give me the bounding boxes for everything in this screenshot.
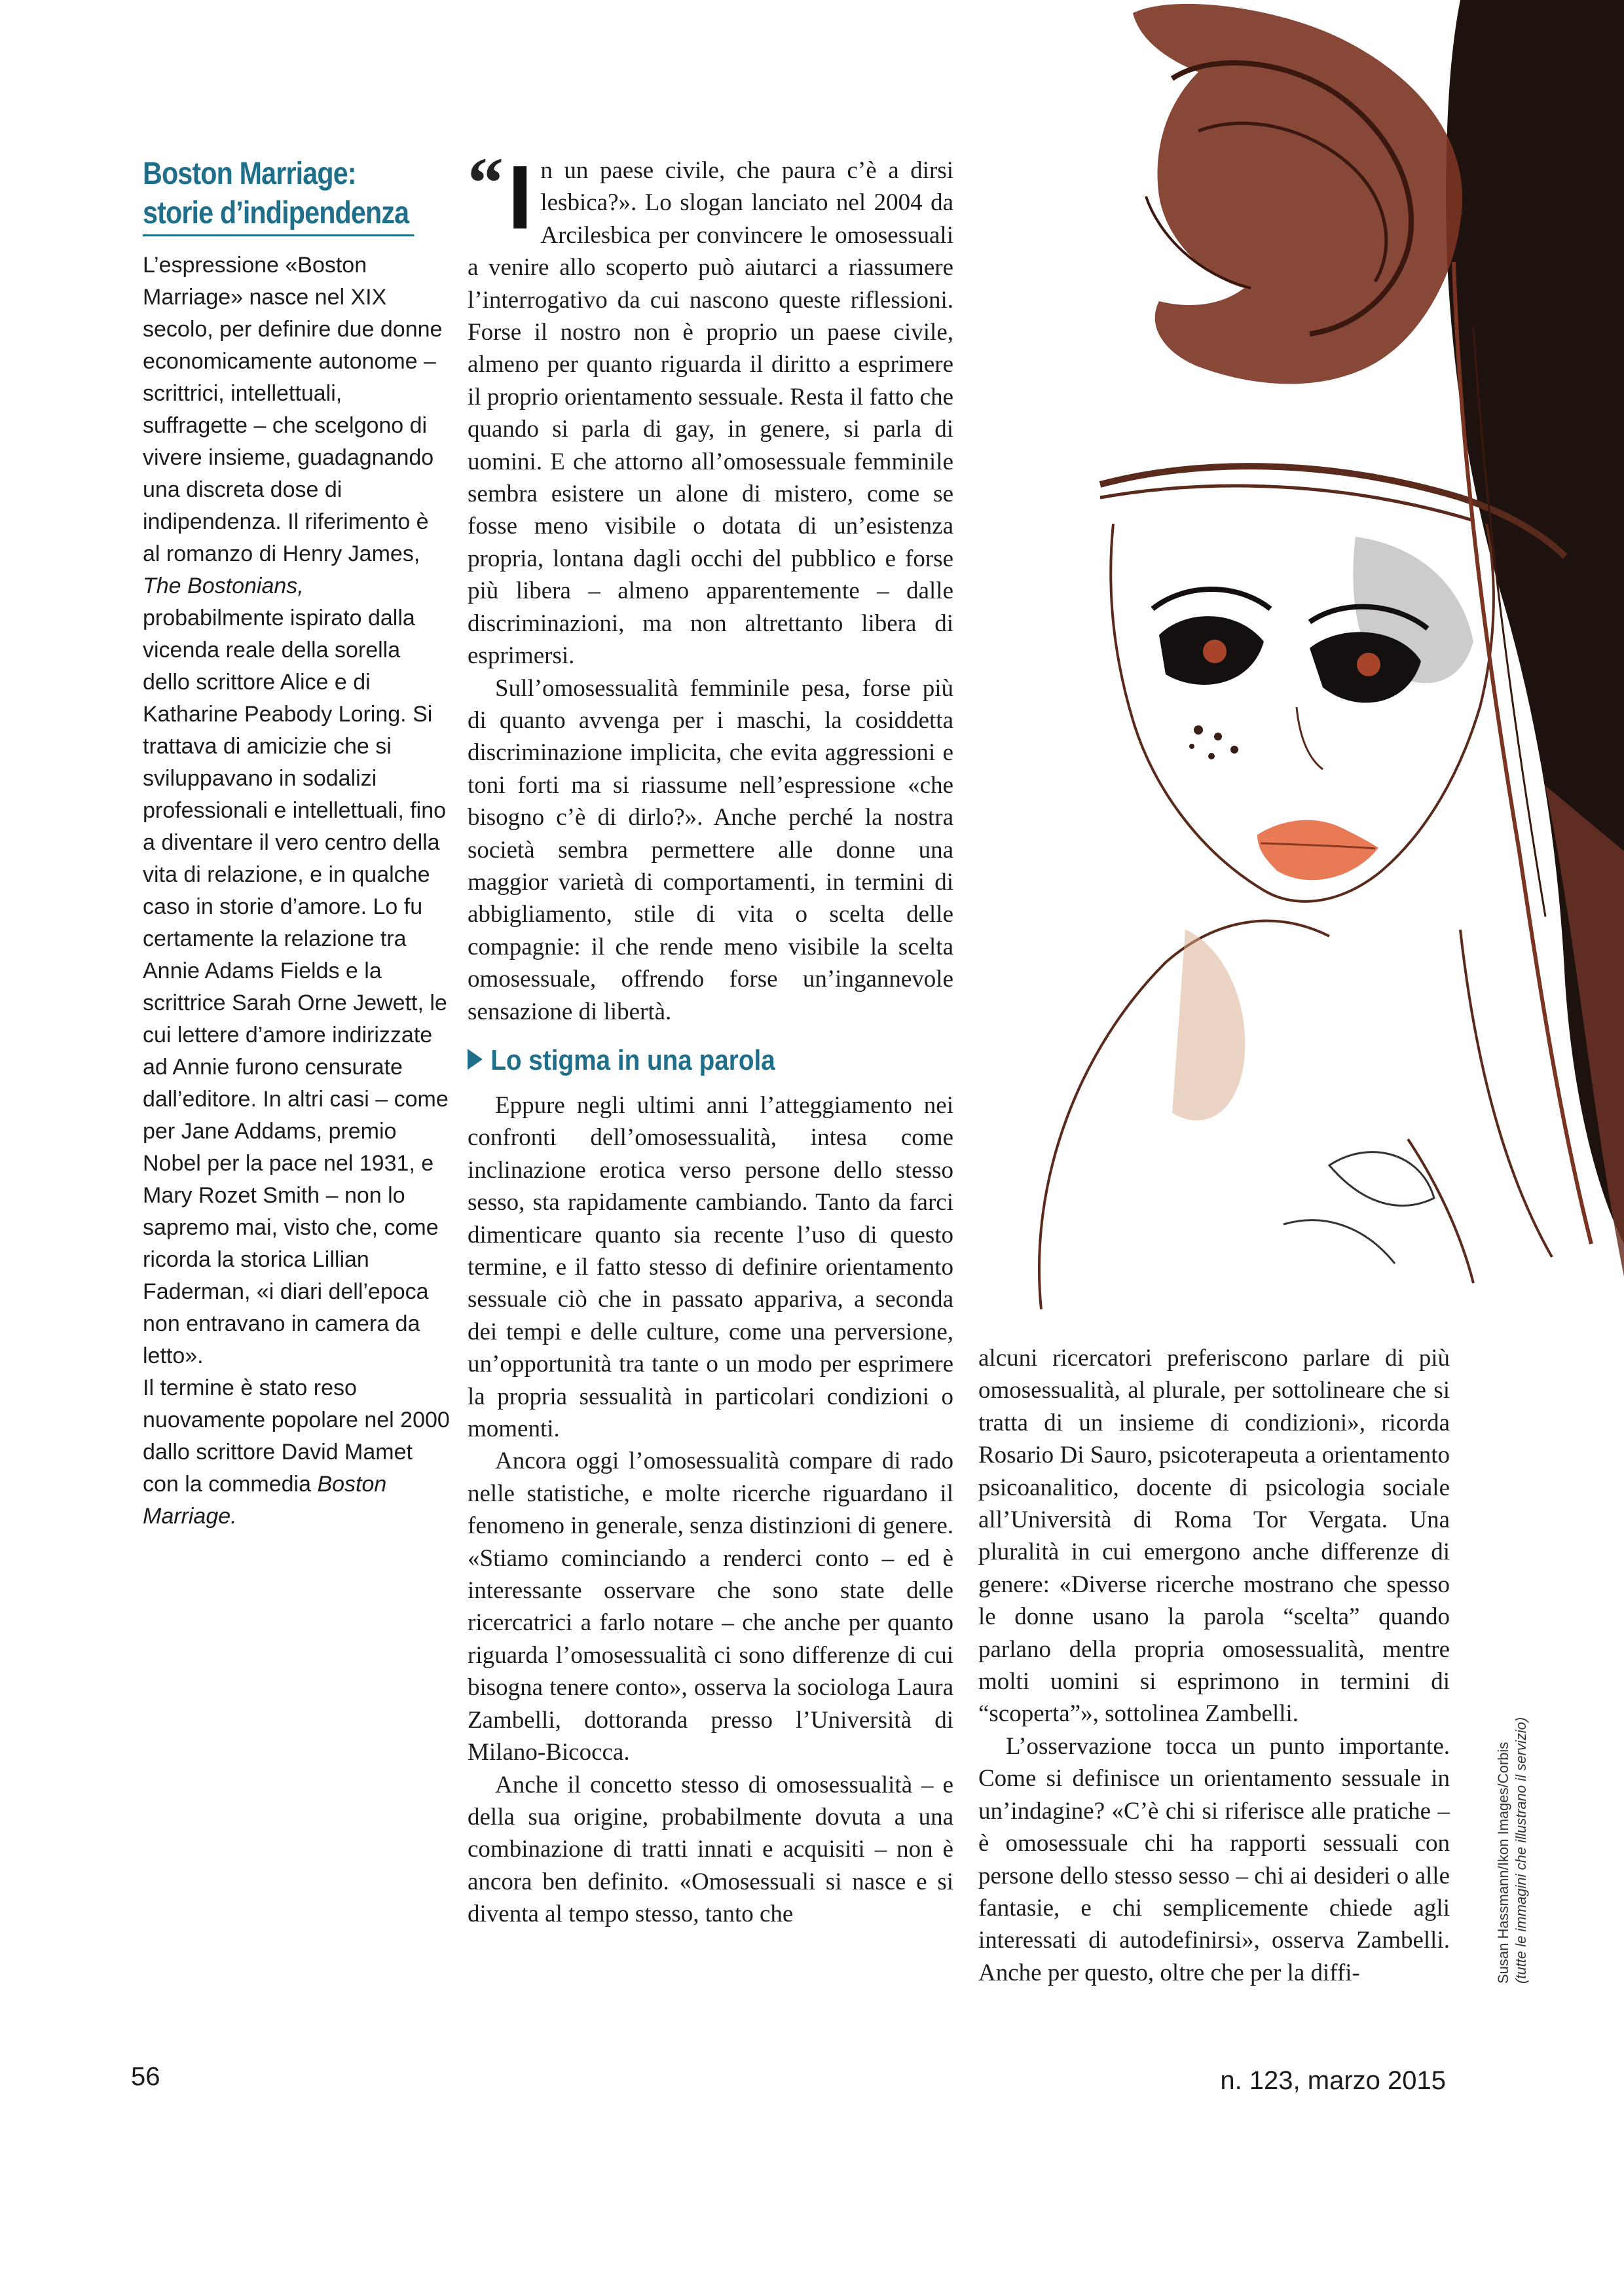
sidebar-p1-continued: probabilmente ispirato dalla vicenda reale della sorella dello scrittore Alice e di Katharine Peabody Loring. Si trattava di amicizie che si sviluppavano in sodalizi professionali e intellettuali, fino a diventare il vero centro della vita di relazione, e in qualche caso in storie d’amore. Lo fu certamente la relazione tra Annie Adams Fields e la scrittrice Sarah Orne Jewett, le cui lettere d’amore indirizzate ad Annie furono censurate dall’editore. In altri casi – come per Jane Addams, premio Nobel per la pace nel 1931, e Mary Rozet Smith – non lo sapremo mai, visto che, come ricorda la storica Lillian Faderman, «i diari dell’epoca non entravano in camera da letto». bbox=[143, 606, 449, 1368]
drop-cap-letter: I bbox=[507, 147, 533, 248]
sidebar-box bbox=[143, 155, 451, 1533]
article-column2-paragraph-1: alcuni ricercatori preferiscono parlare di più omosessualità, al plurale, per sottolineare che si tratta di un insieme di condizioni», ricorda Rosario Di Sauro, psicoterapeuta a orientamento psicoanalitico, docente di psicologia sociale all’Università di Roma Tor Vergata. Una pluralità in cui emergono anche differenze di genere: «Diverse ricerche mostrano che spesso le donne usano la parola “scelta” quando parlano della propria omosessualità, mentre molti uomini si esprimono in termini di “scoperta”», sottolinea Zambelli. bbox=[978, 1345, 1450, 1728]
sidebar-title bbox=[143, 155, 407, 236]
sidebar-p2-text: Il termine è stato reso nuovamente popolare nel 2000 dallo scrittore David Mamet con la commedia bbox=[143, 1376, 450, 1497]
sidebar-title-line2: storie d’indipendenza bbox=[143, 194, 415, 236]
article-paragraph-5: Anche il concetto stesso di omosessualità – e della sua origine, probabilmente dovuta a una combinazione di tratti innati e acquisiti – non è ancora ben definito. «Omosessuali si nasce e si diventa al tempo stesso, tanto che bbox=[468, 1771, 953, 1928]
sidebar-p1-text: L’espressione «Boston Marriage» nasce nel XIX secolo, per definire due donne economicamente autonome – scrittrici, intellettuali, suffragette – che scelgono di vivere insieme, guadagnando una discreta dose di indipendenza. Il riferimento è al romanzo di Henry James, bbox=[143, 253, 443, 566]
article-paragraph-2: Sull’omosessualità femminile pesa, forse più di quanto avvenga per i maschi, la cosiddetta discriminazione implicita, che evita aggressioni e toni forti ma si riassume nell’espressione «che bisogno c’è di dirlo?». Anche perché la nostra società sembra permettere alle donne una maggior varietà di comportamenti, in termini di abbigliamento, stile di vita o scelta delle compagnie: il che rende meno visibile la scelta omosessuale, offrendo forse un’ingannevole sensazione di libertà. bbox=[468, 674, 953, 1025]
opening-quote-mark: “ bbox=[468, 143, 504, 223]
issue-info: n. 123, marzo 2015 bbox=[1220, 2066, 1446, 2095]
triangle-bullet-icon bbox=[468, 1049, 483, 1070]
woman-portrait-illustration bbox=[1002, 0, 1624, 1322]
sidebar-text bbox=[143, 249, 451, 1533]
sidebar-play-title: Boston Marriage. bbox=[143, 1472, 387, 1529]
credit-line-1: Susan Hassmann/Ikon Images/Corbis bbox=[1495, 1741, 1511, 1984]
credit-line-2: (tutte le immagini che illustrano il servizio) bbox=[1513, 1717, 1529, 1984]
article-paragraph-3: Eppure negli ultimi anni l’atteggiamento nei confronti dell’omosessualità, intesa come inclinazione erotica verso persone dello stesso sesso, sta rapidamente cambiando. Tanto da farci dimenticare quanto sia recente l’uso di questo termine, e il fatto stesso di definire orientamento sessuale ciò che in passato appariva, a seconda dei tempi e delle culture, come una perversione, un’opportunità tra tante o un modo per esprimere la propria sessualità in particolari condizioni o momenti. bbox=[468, 1091, 953, 1443]
article-column-2 bbox=[978, 1342, 1450, 1989]
image-credit bbox=[1494, 1696, 1530, 1984]
article-paragraph-4: Ancora oggi l’omosessualità compare di rado nelle statistiche, e molte ricerche riguardano il fenomeno in generale, senza distinzioni di genere. «Stiamo cominciando a renderci conto – ed è interessante osservare che sono state delle ricercatrici a farlo notare – che anche per quanto riguarda l’omosessualità ci sono differenze di cui bisogna tenere conto», osserva la sociologa Laura Zambelli, dottoranda presso l’Università di Milano-Bicocca. bbox=[468, 1448, 953, 1766]
sidebar-paragraph-2 bbox=[143, 1372, 451, 1533]
sidebar-paragraph-1 bbox=[143, 249, 451, 1372]
sidebar-book-title: The Bostonians, bbox=[143, 574, 304, 598]
section-subheading bbox=[468, 1041, 895, 1080]
drop-cap bbox=[468, 143, 533, 248]
sidebar-title-line1: Boston Marriage: bbox=[143, 156, 356, 191]
article-column-1 bbox=[468, 143, 953, 1931]
page-number: 56 bbox=[131, 2062, 160, 2091]
subheading-text: Lo stigma in una parola bbox=[490, 1044, 775, 1076]
article-column2-paragraph-2: L’osservazione tocca un punto importante. Come si definisce un orientamento sessuale in un’indagine? «C’è chi si riferisce alle pratiche – è omosessuale chi ha rapporti sessuali con persone dello stesso sesso – chi ai desideri o alle fantasie, e chi semplicemente chiede agli interessati di autodefinirsi», osserva Zambelli. Anche per questo, oltre che per la diffi- bbox=[978, 1732, 1450, 1986]
article-paragraph-1 bbox=[468, 143, 953, 672]
article-p1-text: n un paese civile, che paura c’è a dirsi lesbica?». Lo slogan lanciato nel 2004 da Arcilesbica per convincere le omosessuali a venire allo scoperto può aiutarci a riassumere l’interrogativo da cui nascono queste riflessioni. Forse il nostro non è proprio un paese civile, almeno per quanto riguarda il diritto a esprimere il proprio orientamento sessuale. Resta il fatto che quando si parla di gay, in genere, si parla di uomini. E che attorno all’omosessuale femminile sembra esistere un alone di mistero, come se fosse meno visibile o dotata di un’esistenza propria, lontana dagli occhi del pubblico e forse più libera – almeno apparentemente – dalle discriminazioni, ma non altrettanto libera di esprimersi. bbox=[468, 157, 953, 670]
